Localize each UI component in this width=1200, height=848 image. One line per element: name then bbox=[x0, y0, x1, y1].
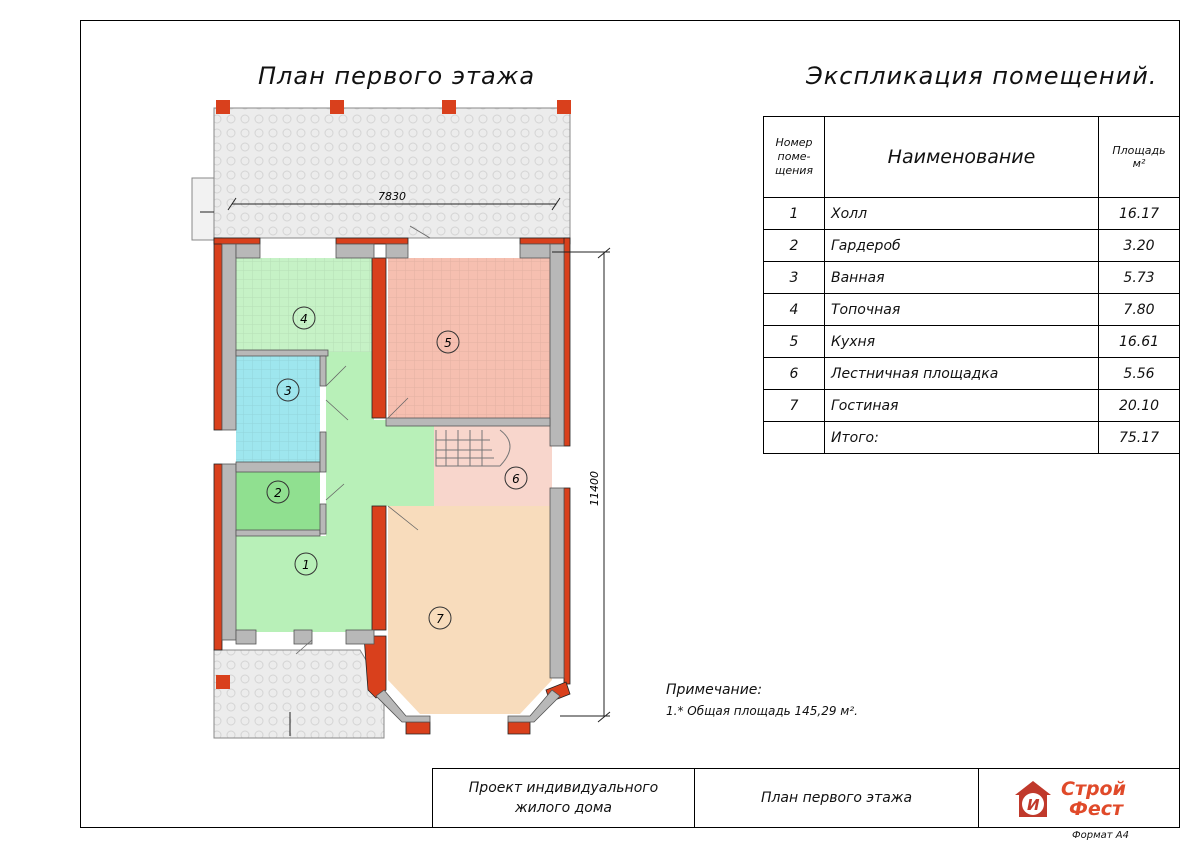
table-row-total: Итого: 75.17 bbox=[764, 422, 1180, 454]
post bbox=[216, 675, 230, 689]
table-row: 5 Кухня 16.61 bbox=[764, 326, 1180, 358]
stamp-project-line2: жилого дома bbox=[515, 800, 612, 816]
logo bbox=[979, 769, 1181, 827]
stamp-project-line1: Проект индивидуального bbox=[468, 780, 659, 796]
explication-header bbox=[764, 117, 1180, 198]
svg-text:4: 4 bbox=[300, 312, 308, 326]
svg-text:1: 1 bbox=[302, 558, 310, 572]
table-row: 3 Ванная 5.73 bbox=[764, 262, 1180, 294]
dim-width-label: 7830 bbox=[378, 190, 406, 203]
title-block bbox=[432, 768, 1180, 828]
header-area: Площадь м² bbox=[1099, 117, 1180, 198]
stamp-sheet: План первого этажа bbox=[695, 769, 979, 827]
svg-text:2: 2 bbox=[274, 486, 282, 500]
terrace-step bbox=[192, 178, 214, 240]
explication-title: Экспликация помещений. bbox=[806, 62, 1158, 90]
table-row: 4 Топочная 7.80 bbox=[764, 294, 1180, 326]
header-name: Наименование bbox=[825, 117, 1099, 198]
svg-text:5: 5 bbox=[444, 336, 452, 350]
logo-text-2: Фест bbox=[1069, 798, 1124, 820]
header-number: Номер поме- щения bbox=[764, 117, 825, 198]
note-heading: Примечание: bbox=[666, 682, 763, 698]
stamp-project bbox=[433, 769, 695, 827]
dim-height-label: 11400 bbox=[588, 471, 601, 506]
svg-text:7: 7 bbox=[436, 612, 444, 626]
post bbox=[330, 100, 344, 114]
room-7-fill bbox=[388, 506, 552, 714]
svg-text:6: 6 bbox=[512, 472, 520, 486]
note-text: 1.* Общая площадь 145,29 м². bbox=[666, 704, 858, 718]
table-row: 6 Лестничная площадка 5.56 bbox=[764, 358, 1180, 390]
post bbox=[442, 100, 456, 114]
svg-text:И: И bbox=[1027, 796, 1040, 814]
table-row: 2 Гардероб 3.20 bbox=[764, 230, 1180, 262]
svg-text:3: 3 bbox=[284, 384, 292, 398]
post bbox=[557, 100, 571, 114]
logo-text-1: Строй bbox=[1061, 778, 1126, 800]
explication-table bbox=[763, 116, 1180, 454]
format-label: Формат А4 bbox=[1072, 830, 1129, 841]
plan-title: План первого этажа bbox=[258, 62, 536, 90]
terrace-bottom bbox=[214, 650, 384, 738]
table-row: 7 Гостиная 20.10 bbox=[764, 390, 1180, 422]
terrace-top bbox=[214, 108, 570, 238]
post bbox=[216, 100, 230, 114]
logo-icon bbox=[1005, 773, 1155, 823]
table-row: 1 Холл 16.17 bbox=[764, 198, 1180, 230]
